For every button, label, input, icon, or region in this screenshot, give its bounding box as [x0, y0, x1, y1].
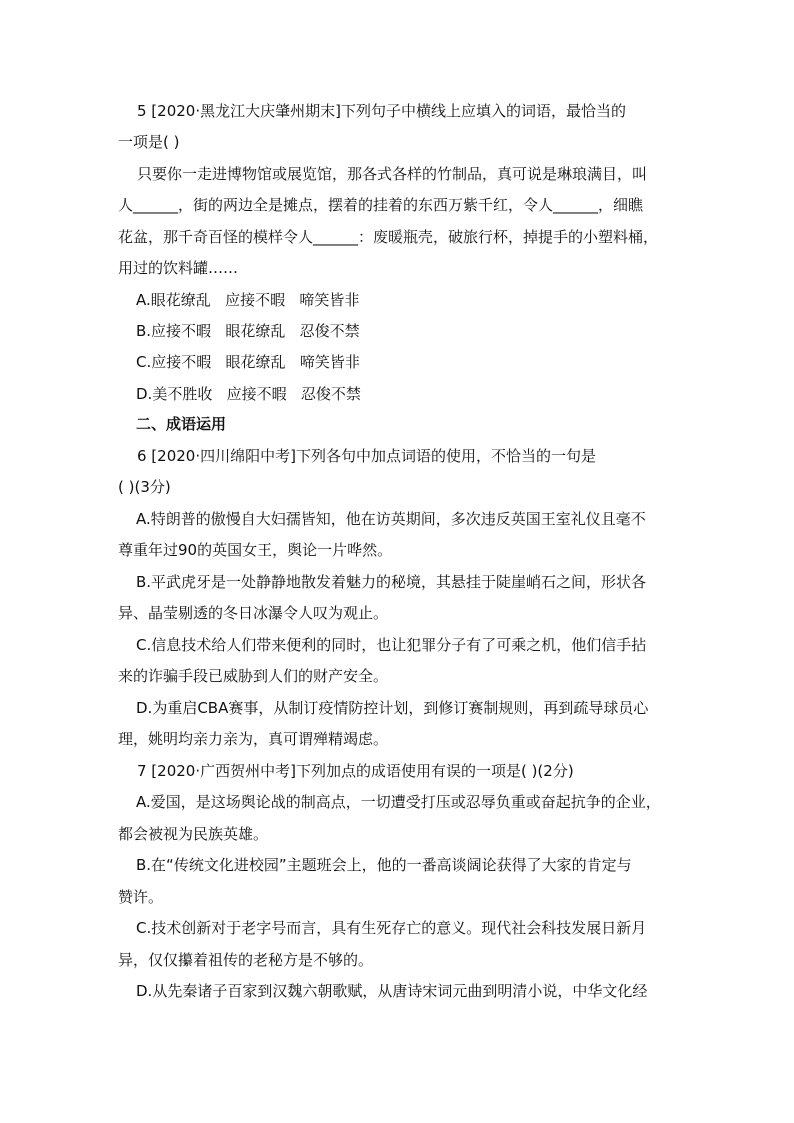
question-7-option-c-cont: 异，仅仅攥着祖传的老秘方是不够的。	[118, 951, 374, 969]
question-6-option-d: D.为重启CBA赛事，从制订疫情防控计划，到修订赛制规则，再到疏导球员心	[136, 699, 649, 717]
question-5-option-b: B.应接不暇 眼花缭乱 忍俊不禁	[136, 322, 360, 340]
question-6-option-b: B.平武虎牙是一处静静地散发着魅力的秘境，其悬挂于陡崖峭石之间，形状各	[136, 573, 647, 591]
question-7-option-a-cont: 都会被视为民族英雄。	[118, 825, 269, 843]
question-5-stem: 5 [2020·黑龙江大庆肇州期末]下列句子中横线上应填入的词语，最恰当的	[137, 102, 626, 120]
question-6-stem-cont: ( )(3分)	[118, 478, 171, 496]
question-5-passage: 只要你一走进博物馆或展览馆，那各式各样的竹制品，真可说是琳琅满目，叫	[137, 165, 648, 183]
question-7-option-b: B.在“传统文化进校园”主题班会上，他的一番高谈阔论获得了大家的肯定与	[136, 856, 632, 874]
question-5-option-a: A.眼花缭乱 应接不暇 啼笑皆非	[136, 291, 360, 309]
question-5-passage: 用过的饮料罐……	[118, 259, 239, 277]
question-5-passage: 人______，街的两边全是摊点，摆着的挂着的东西万紫千红，令人______，细瞧	[118, 196, 644, 214]
question-6-option-b-cont: 异、晶莹剔透的冬日冰瀑令人叹为观止。	[118, 604, 389, 622]
question-7-option-c: C.技术创新对于老字号而言，具有生死存亡的意义。现代社会科技发展日新月	[136, 919, 647, 937]
question-7-stem: 7 [2020·广西贺州中考]下列加点的成语使用有误的一项是( )(2分)	[137, 762, 574, 780]
question-6-stem: 6 [2020·四川绵阳中考]下列各句中加点词语的使用，不恰当的一句是	[137, 447, 596, 465]
section-heading: 二、成语运用	[136, 415, 227, 433]
question-5-option-d: D.美不胜收 应接不暇 忍俊不禁	[136, 385, 361, 403]
question-6-option-d-cont: 理，姚明均亲力亲为，真可谓殚精竭虑。	[118, 730, 389, 748]
question-5-stem-cont: 一项是( )	[118, 133, 180, 151]
question-6-option-c-cont: 来的诈骗手段已威胁到人们的财产安全。	[118, 667, 389, 685]
question-6-option-c: C.信息技术给人们带来便利的同时，也让犯罪分子有了可乘之机，他们信手拈	[136, 636, 647, 654]
question-7-option-d: D.从先秦诸子百家到汉魏六朝歌赋，从唐诗宋词元曲到明清小说，中华文化经	[136, 982, 648, 1000]
question-6-option-a: A.特朗普的傲慢自大妇孺皆知，他在访英期间，多次违反英国王室礼仪且毫不	[136, 510, 646, 528]
question-5-passage: 花盆，那千奇百怪的模样令人______：废暖瓶壳，破旅行杯，掉提手的小塑料桶，	[118, 228, 659, 246]
question-7-option-b-cont: 赞许。	[118, 888, 164, 906]
question-6-option-a-cont: 尊重年过90的英国女王，舆论一片哗然。	[118, 541, 393, 559]
question-7-option-a: A.爱国，是这场舆论战的制高点，一切遭受打压或忍辱负重或奋起抗争的企业，	[136, 793, 661, 811]
question-5-option-c: C.应接不暇 眼花缭乱 啼笑皆非	[136, 353, 360, 371]
